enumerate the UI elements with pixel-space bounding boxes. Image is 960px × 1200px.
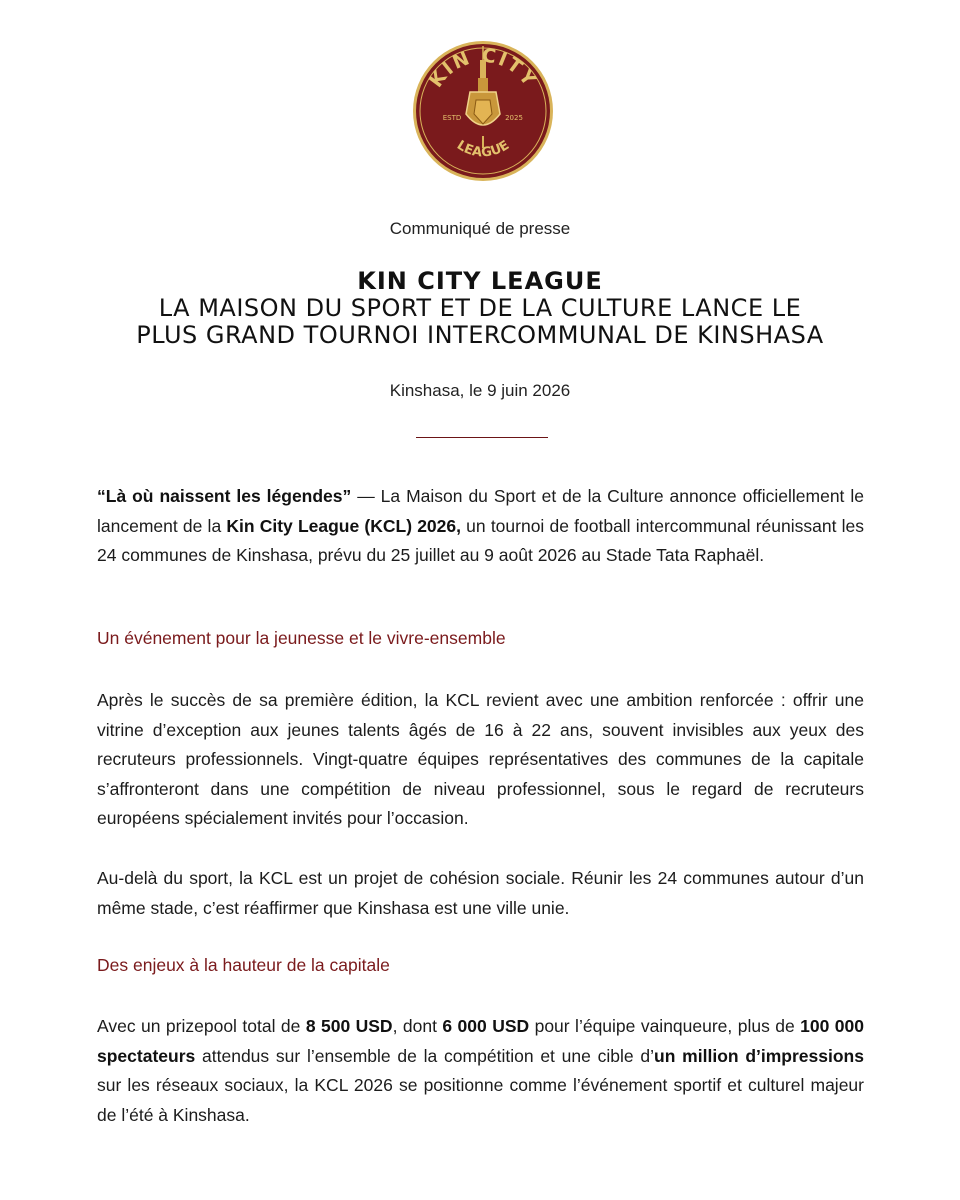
intro-paragraph: “Là où naissent les légendes” — La Maison du Sport et de la Culture annonce officiellement le lancement de la Kin City League (KCL) 2026, un tournoi de football intercommunal réunissant les 24 communes de Kinshasa, prévu du 25 juillet au 9 août 2026 au Stade Tata Raphaël. [97,486,864,565]
title-main: KIN CITY LEAGUE [357,267,603,295]
section-heading-enjeux: Des enjeux à la hauteur de la capitale [97,955,390,975]
title-line-3: PLUS GRAND TOURNOI INTERCOMMUNAL DE KINSHASA [136,321,824,349]
logo-estd-label: ESTD [442,114,462,122]
section1-paragraph-2: Au-delà du sport, la KCL est un projet de cohésion sociale. Réunir les 24 communes autour d’un même stade, c’est réaffirmer que Kinshasa est une ville unie. [97,868,864,918]
press-release-title [60,268,900,349]
dateline: Kinshasa, le 9 juin 2026 [389,381,571,400]
kin-city-league-logo [412,40,554,182]
section1-paragraph-1: Après le succès de sa première édition, la KCL revient avec une ambition renforcée : offrir une vitrine d’exception aux jeunes talents âgés de 16 à 22 ans, souvent invisibles aux yeux des recruteurs professionnels. Vingt-quatre équipes représentatives des communes de la capitale s’affronteront dans une compétition de niveau professionnel, sous le regard de recruteurs européens spécialement invités pour l’occasion. [97,690,864,828]
intro-kcl-name: Kin City League (KCL) 2026, [226,515,461,536]
document-kicker: Communiqué de presse [389,219,571,238]
logo-estd-year: 2025 [505,114,523,122]
section-heading-jeunesse: Un événement pour la jeunesse et le vivre-ensemble [97,628,506,648]
divider-line [416,437,548,438]
intro-quote: “Là où naissent les légendes” [97,486,352,506]
logo-text-league: LEAGUE [453,137,513,161]
section2-paragraph: Avec un prizepool total de 8 500 USD, dont 6 000 USD pour l’équipe vainqueure, plus de 100 000 spectateurs attendus sur l’ensemble de la compétition et une cible d’un million d’impressions sur les réseaux sociaux, la KCL 2026 se positionne comme l’événement sportif et culturel majeur de l’été à Kinshasa. [97,1016,865,1125]
logo-text-kin-city: KIN CITY [424,44,542,92]
title-line-2: LA MAISON DU SPORT ET DE LA CULTURE LANCE LE [158,294,802,322]
